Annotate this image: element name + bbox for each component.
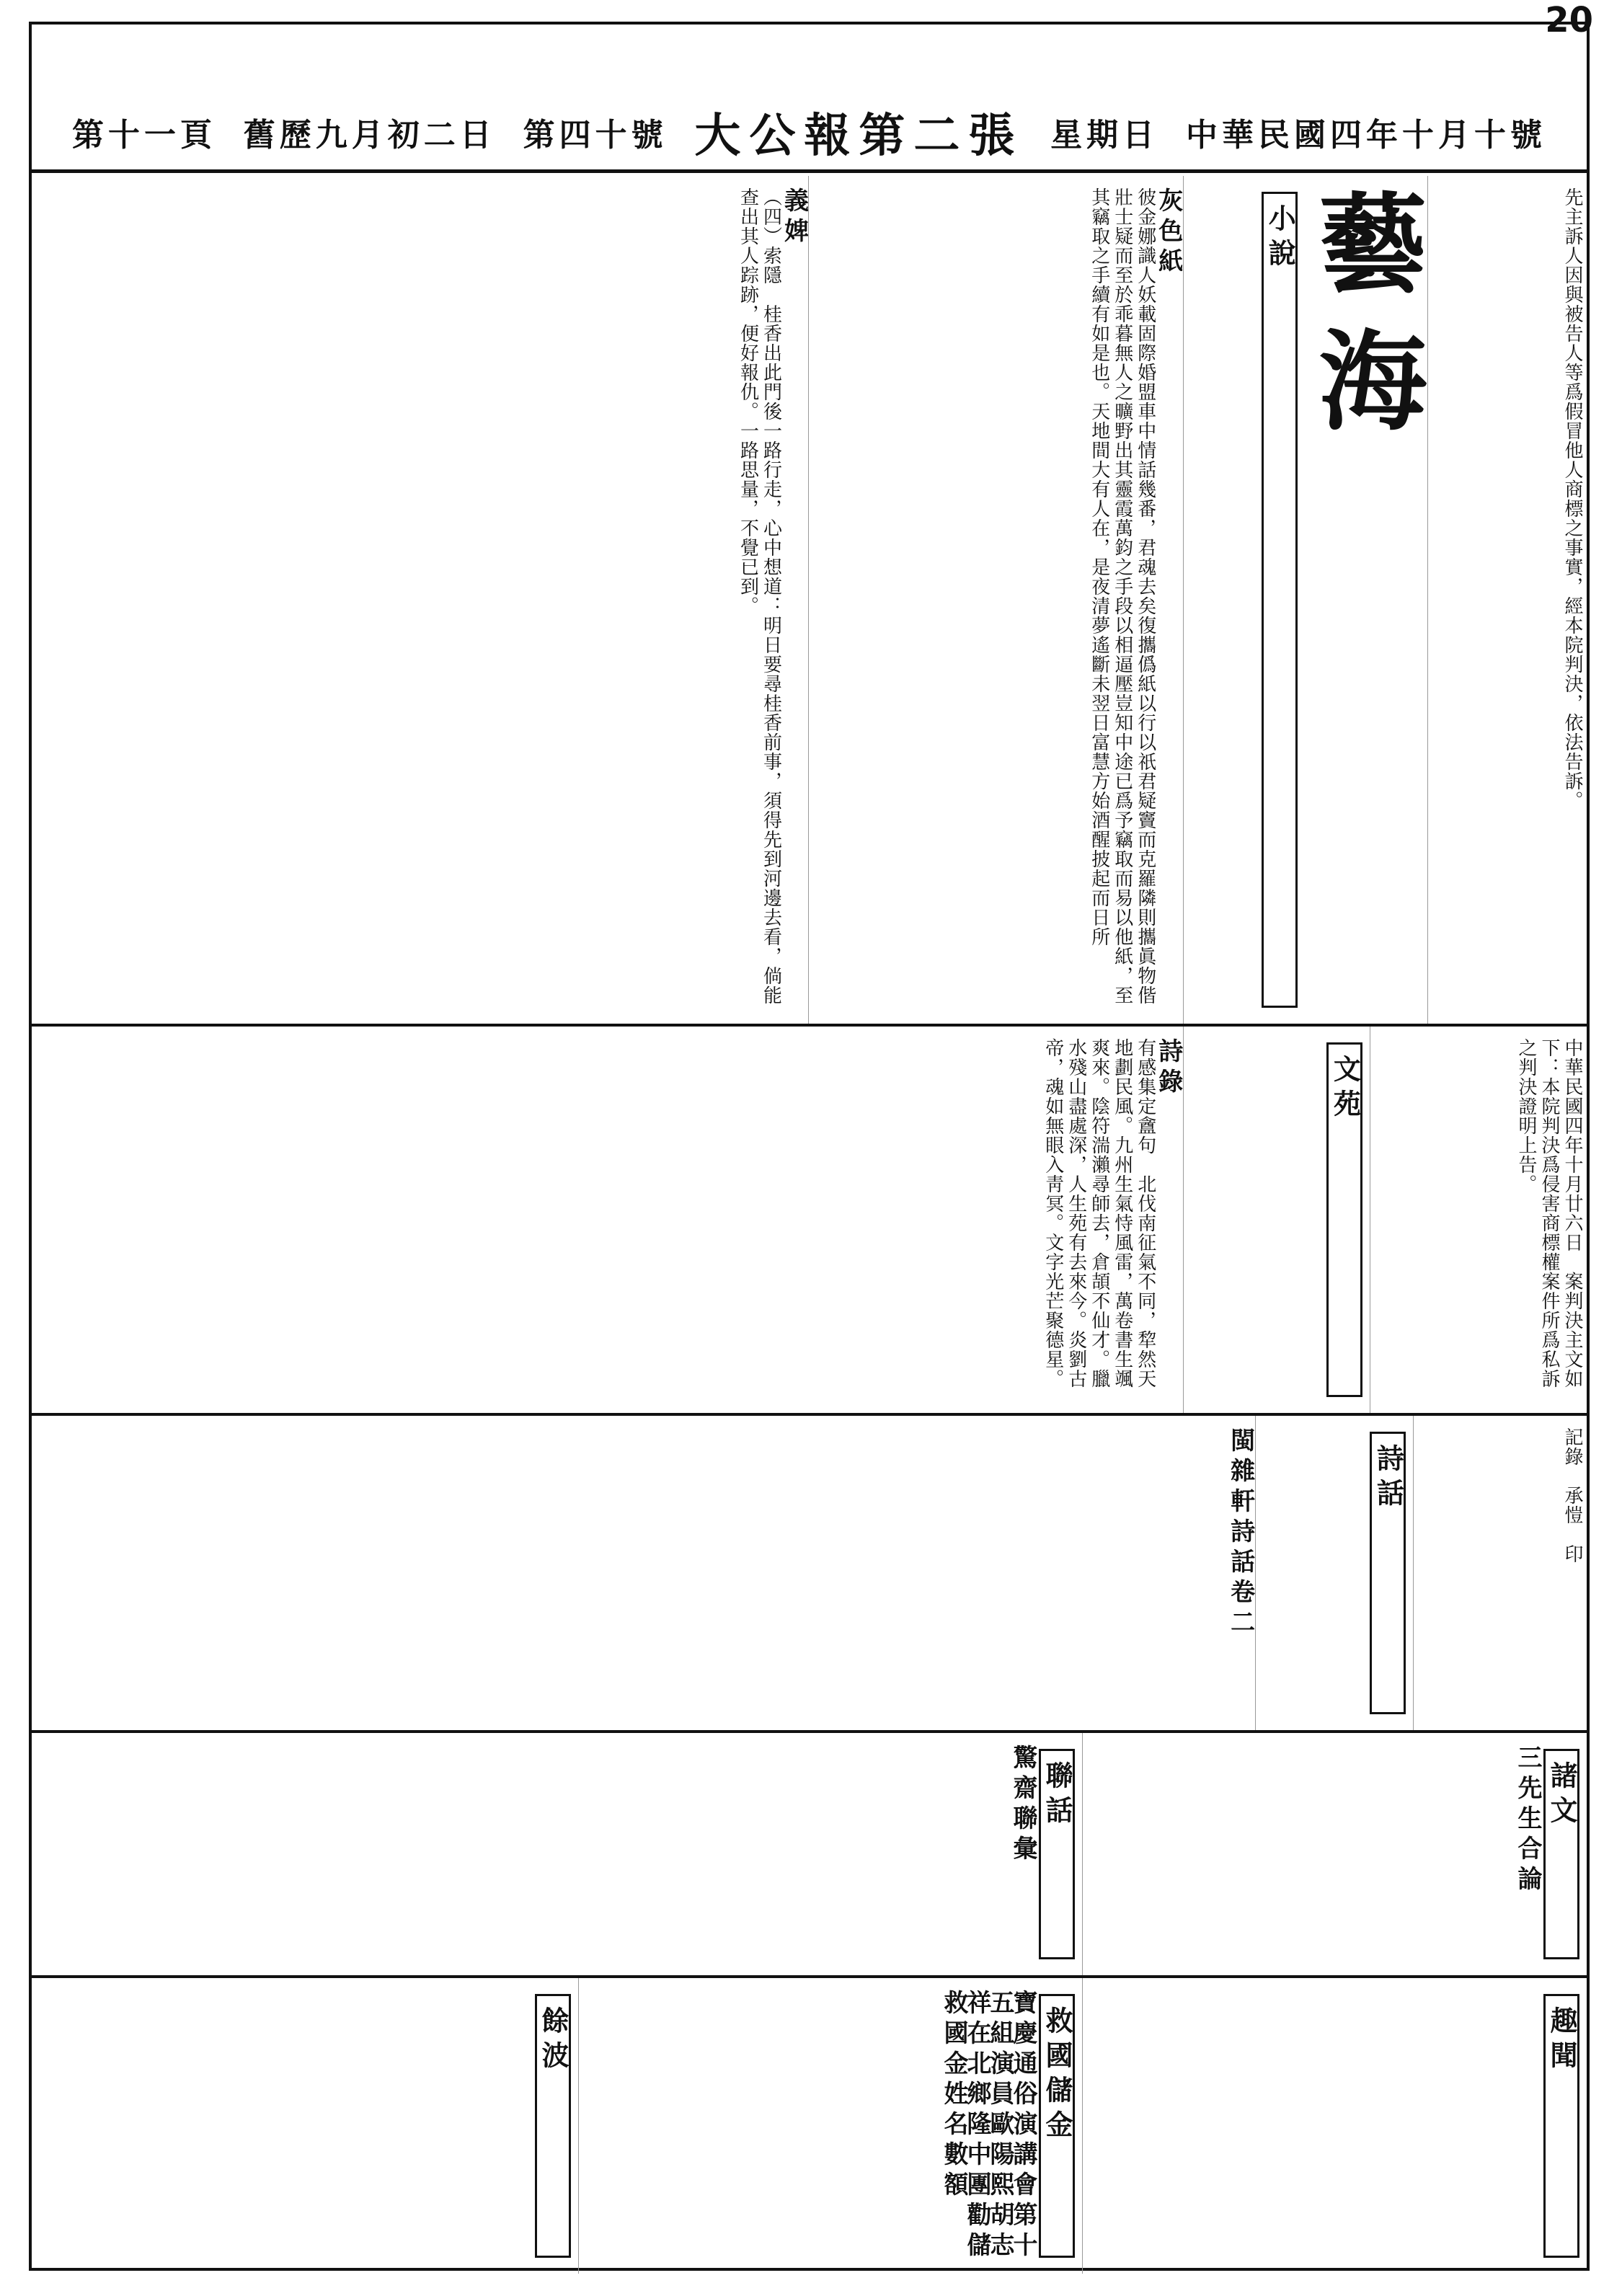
poetry-text: 有感集定盦句 北伐南征氣不同，犂然天地劃民風。九州生氣恃風雷，萬卷書生颯爽來。陰符湍瀨尋師去，倉頡不仙才。臘水殘山盡處深，人生苑有去來今。炎劉古帝，魂如無眼入靑冥。文字光芒聚德星。 <box>1042 1038 1156 1388</box>
signer: 記錄 承愷 印 <box>1561 1427 1583 1564</box>
section-top <box>32 176 1587 1027</box>
poetry-label: 文苑 <box>1326 1042 1362 1397</box>
poem-talk-label-column <box>1256 1416 1414 1730</box>
judgment-text: 中華民國四年十月廿六日 案判決主文如下：本院判決爲侵害商標權案件所爲私訴之判決證明上告。 <box>1515 1038 1583 1388</box>
joke-label: 聯話 <box>1039 1749 1075 1959</box>
novel1-title: 灰色紙 <box>1153 187 1183 278</box>
poetry-column <box>32 1027 1184 1413</box>
donation-title: 寶慶通俗演講會第十五組演員歐陽熙胡志祥在北鄉隆中團勸儲救國金姓名數額 <box>939 1990 1037 2262</box>
section-poetry <box>32 1027 1587 1416</box>
poem-talk-label: 詩話 <box>1370 1432 1406 1714</box>
joke-title: 驚齋聯彙 <box>1008 1745 1037 1866</box>
poem-talk-column <box>32 1416 1256 1730</box>
novel1-text: 彼金娜識人妖載固際婚盟車中情話幾番，君魂去矣復攜僞紙以行以祇君疑竇而克羅隣則攜眞物偕壯士疑而至於乖暮無人之曠野出其靈霞萬鈞之手段以相逼壓豈知中途已爲予竊取而易以他紙，至其竊取之手續有如是也。天地間大有人在，是夜清夢遙斷未翌日富慧方始酒醒披起而日所 <box>1088 187 1156 1005</box>
novel2-title: 義婢 <box>779 187 809 248</box>
masthead-weekday: 星期日 <box>1050 116 1159 154</box>
poetry-label-column <box>1184 1027 1371 1413</box>
section-essays <box>32 1733 1587 1978</box>
novel2-column <box>32 176 809 1024</box>
judgment-column <box>1370 1027 1587 1413</box>
essay-label: 諸文 <box>1543 1749 1579 1959</box>
masthead-date-lunar: 舊歷九月初二日 <box>243 116 496 154</box>
poem-talk-title: 閩雜軒詩話卷二 <box>1226 1427 1255 1639</box>
novel1-column <box>809 176 1183 1024</box>
fun-label: 趣聞 <box>1543 1994 1579 2258</box>
section-bottom <box>32 1978 1587 2274</box>
spare-column <box>32 1978 579 2274</box>
arts-title: 藝海 <box>1300 187 1427 461</box>
masthead-paper-name: 大公報第二張 <box>694 108 1024 163</box>
page-number: 20 <box>1545 0 1593 40</box>
donation-column <box>579 1978 1083 2274</box>
essay-title: 三先生合論 <box>1513 1745 1542 1896</box>
signer-column <box>1414 1416 1587 1730</box>
notice-column <box>1428 176 1587 1024</box>
masthead-issue: 第四十號 <box>523 116 668 154</box>
poetry-title: 詩錄 <box>1153 1038 1183 1099</box>
novel-label: 小說 <box>1262 192 1298 1008</box>
fun-column <box>1083 1978 1587 2274</box>
section-poem-talk <box>32 1416 1587 1733</box>
donation-label: 救國儲金 <box>1039 1994 1075 2258</box>
notice-text: 先主訴人因與被告人等爲假冒他人商標之事實，經本院判決，依法告訴。 <box>1561 187 1583 810</box>
arts-title-column <box>1184 176 1429 1024</box>
novel2-text: （四）索隱 桂香出此門後一路行走，心中想道：明日要尋桂香前事，須得先到河邊去看，倘能查出其人踪跡，便好報仇。一路思量，不覺已到。 <box>737 187 782 1005</box>
spare-label: 餘波 <box>535 1994 571 2258</box>
masthead-date-western: 中華民國四年十月十號 <box>1185 116 1546 154</box>
joke-column <box>32 1733 1083 1975</box>
newspaper-page <box>29 22 1590 2271</box>
masthead-page: 第十一頁 <box>72 116 216 154</box>
essay-column <box>1083 1733 1587 1975</box>
